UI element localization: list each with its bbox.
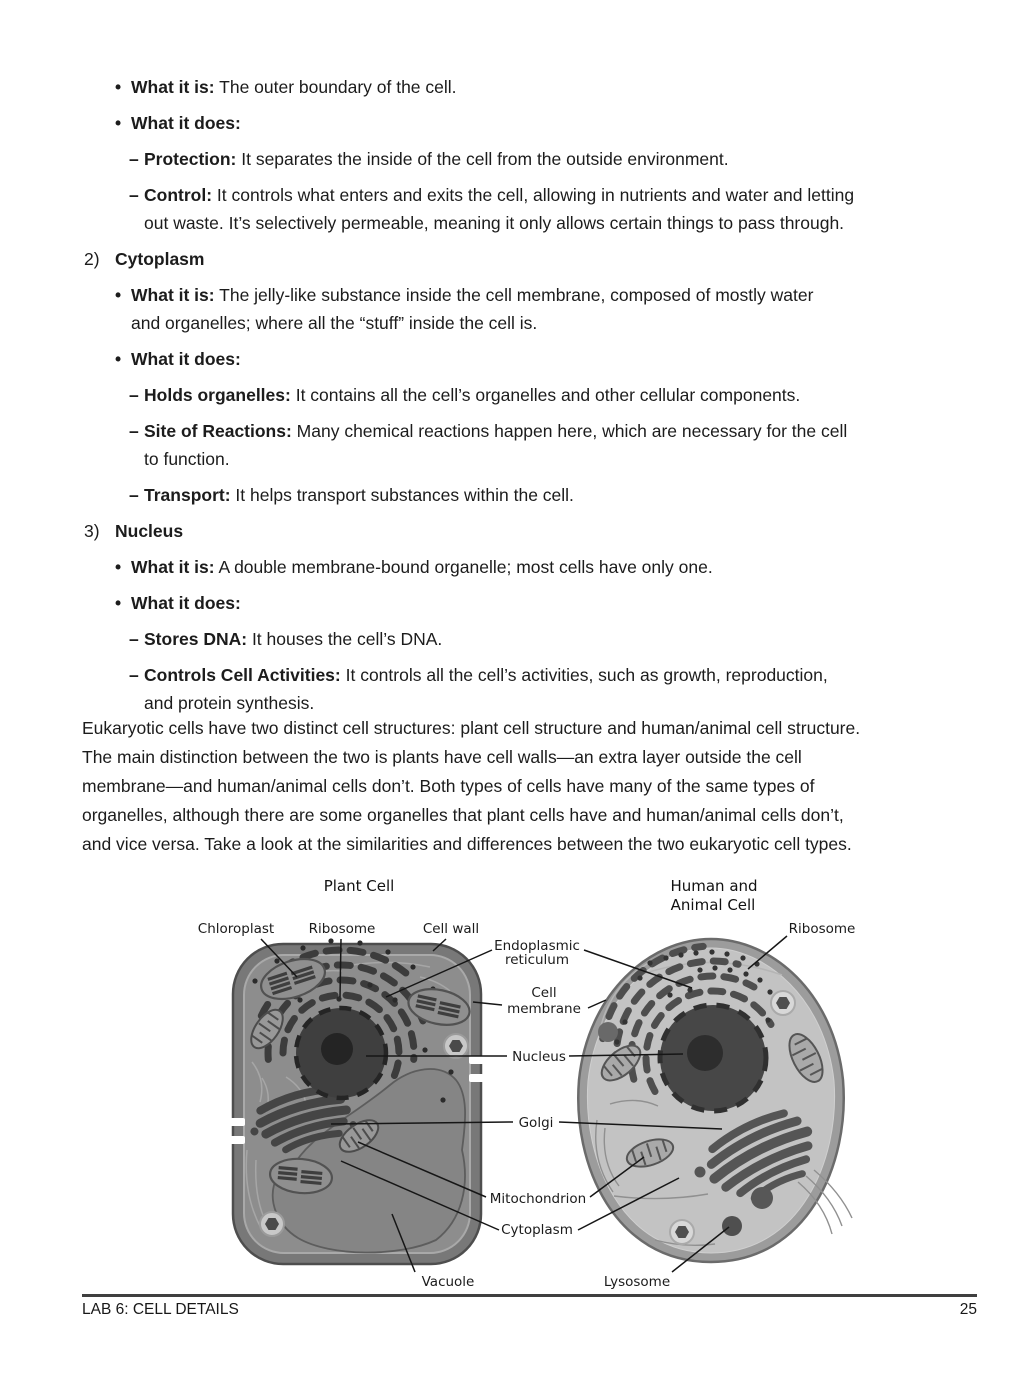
list-line-numbered: 3) Nucleus — [82, 517, 992, 545]
label-cell-membrane: membrane — [507, 1001, 581, 1017]
dash-marker: – — [129, 485, 139, 505]
label-chloroplast: Chloroplast — [197, 921, 275, 937]
label-cell-membrane: Cell — [531, 985, 557, 1001]
animal-cell-title-line2: Animal Cell — [670, 896, 756, 914]
label-golgi: Golgi — [518, 1115, 554, 1131]
list-line-numbered: 2) Cytoplasm — [82, 245, 992, 273]
paragraph-line: and vice versa. Take a look at the similarities and differences between the two eukaryotic cell types. — [82, 834, 852, 854]
list-line: out waste. It’s selectively permeable, meaning it only allows certain things to pass through. — [144, 213, 845, 233]
list-line: – Stores DNA: It houses the cell’s DNA. — [82, 625, 992, 653]
bullet-marker: • — [115, 349, 122, 369]
list-line: • What it is: The outer boundary of the cell. — [82, 73, 992, 101]
label-cell-wall: Cell wall — [422, 921, 480, 937]
list-line: • What it does: — [82, 589, 992, 617]
bullet-marker: • — [115, 113, 122, 133]
animal-vesicle — [771, 991, 795, 1015]
label-endoplasmic-reticulum: reticulum — [504, 952, 570, 968]
number-marker: 3) — [84, 521, 100, 541]
label-cytoplasm: Cytoplasm — [501, 1222, 573, 1238]
list-line: and protein synthesis. — [144, 693, 315, 713]
paragraph-line: Eukaryotic cells have two distinct cell structures: plant cell structure and human/animal cell structure. — [82, 718, 861, 738]
animal-cell-title-line1: Human and — [670, 877, 758, 895]
animal-small-body — [598, 1022, 618, 1042]
number-marker: 2) — [84, 249, 100, 269]
dash-marker: – — [129, 185, 139, 205]
label-mitochondrion: Mitochondrion — [489, 1191, 587, 1207]
dash-marker: – — [129, 665, 139, 685]
list-line: – Site of Reactions: Many chemical reactions happen here, which are necessary for the cell — [82, 417, 992, 445]
label-endoplasmic-reticulum: Endoplasmic — [494, 938, 580, 954]
list-line: to function. — [144, 449, 230, 469]
list-line: • What it does: — [82, 109, 992, 137]
list-line: – Protection: It separates the inside of the cell from the outside environment. — [82, 145, 992, 173]
dash-marker: – — [129, 421, 139, 441]
label-vacuole: Vacuole — [421, 1274, 475, 1290]
footer-page-number: 25 — [959, 1301, 977, 1318]
list-line: and organelles; where all the “stuff” inside the cell is. — [131, 313, 538, 333]
plant-nucleolus — [321, 1033, 353, 1065]
paragraph-line: membrane—and human/animal cells don’t. Both types of cells have many of the same types of — [82, 776, 815, 796]
animal-nucleus — [660, 1005, 766, 1111]
footer-title: LAB 6: CELL DETAILS — [82, 1301, 239, 1318]
list-line: – Controls Cell Activities: It controls all the cell’s activities, such as growth, reproduction, — [82, 661, 992, 689]
plant-cell-illustration — [229, 938, 485, 1264]
paragraph-line: The main distinction between the two is plants have cell walls—an extra layer outside the cell — [82, 747, 802, 767]
list-line: • What it does: — [82, 345, 992, 373]
content-list — [82, 73, 992, 717]
list-line: – Control: It controls what enters and exits the cell, allowing in nutrients and water and letting — [82, 181, 992, 209]
bullet-marker: • — [115, 77, 122, 97]
dash-marker: – — [129, 149, 139, 169]
list-line: – Holds organelles: It contains all the cell’s organelles and other cellular components. — [82, 381, 992, 409]
animal-cell-illustration — [578, 939, 852, 1262]
bullet-marker: • — [115, 593, 122, 613]
plant-nucleus — [296, 1008, 386, 1098]
animal-nucleolus — [687, 1035, 723, 1071]
list-line: – Transport: It helps transport substances within the cell. — [82, 481, 992, 509]
dash-marker: – — [129, 385, 139, 405]
label-nucleus: Nucleus — [512, 1049, 566, 1065]
cell-comparison-diagram — [0, 866, 1024, 1300]
plant-vesicle — [444, 1034, 468, 1058]
plant-cell-title: Plant Cell — [323, 877, 395, 895]
animal-lysosome — [722, 1216, 742, 1236]
plant-vesicle — [260, 1212, 284, 1236]
label-ribosome-animal: Ribosome — [788, 921, 856, 937]
bullet-marker: • — [115, 285, 122, 305]
bullet-marker: • — [115, 557, 122, 577]
animal-golgi-vesicle — [695, 1167, 706, 1178]
list-line: • What it is: A double membrane-bound organelle; most cells have only one. — [82, 553, 992, 581]
footer-rule — [82, 1294, 977, 1297]
dash-marker: – — [129, 629, 139, 649]
label-lysosome: Lysosome — [603, 1274, 671, 1290]
label-ribosome-plant: Ribosome — [308, 921, 376, 937]
animal-vesicle — [670, 1220, 694, 1244]
animal-small-body — [751, 1187, 773, 1209]
intro-paragraph — [82, 714, 992, 859]
paragraph-line: organelles, although there are some organelles that plant cells have and human/animal cells don’t, — [82, 805, 844, 825]
list-line: • What it is: The jelly-like substance inside the cell membrane, composed of mostly water — [82, 281, 992, 309]
